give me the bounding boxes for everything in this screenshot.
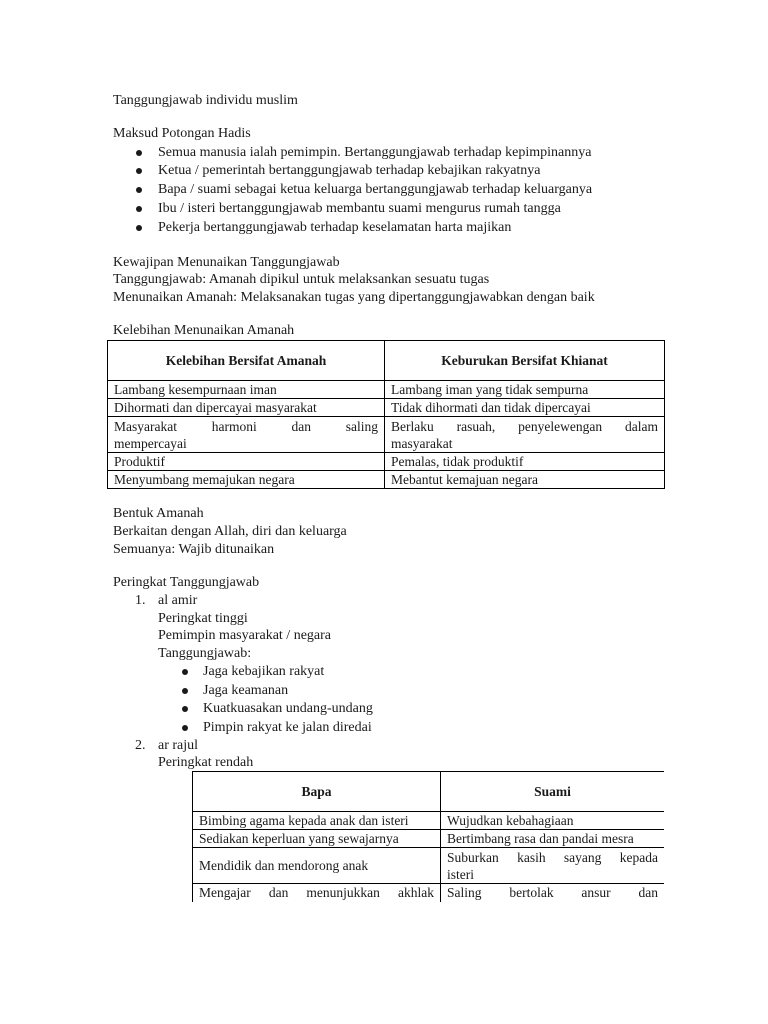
table-cell: [441, 884, 665, 903]
bullet-icon: [182, 706, 188, 712]
table-cell: Lambang iman yang tidak sempurna: [385, 381, 665, 399]
kewajipan-definition: Tanggungjawab: Amanah dipikul untuk melaksankan sesuatu tugas: [113, 272, 490, 287]
sub-bullet-item: Jaga keamanan: [203, 683, 289, 698]
table-cell: Wujudkan kebahagiaan: [441, 812, 665, 830]
bentuk-heading: Bentuk Amanah: [113, 506, 204, 521]
table-cell: Tidak dihormati dan tidak dipercayai: [385, 399, 665, 417]
bullet-icon: [182, 669, 188, 675]
hadis-item: Ibu / isteri bertanggungjawab membantu suami mengurus rumah tangga: [158, 201, 561, 216]
kewajipan-definition: Menunaikan Amanah: Melaksanakan tugas yang dipertanggungjawabkan dengan baik: [113, 290, 595, 305]
table-cell: Mendidik dan mendorong anak: [193, 848, 441, 884]
kelebihan-heading: Kelebihan Menunaikan Amanah: [113, 323, 295, 338]
bullet-icon: [136, 150, 142, 156]
list-item-detail: Tanggungjawab:: [158, 646, 252, 661]
bullet-icon: [182, 688, 188, 694]
cell-line: isteri: [447, 866, 474, 882]
table-cell: [193, 884, 441, 903]
table-cell: [385, 417, 665, 453]
table-cell: Produktif: [108, 453, 385, 471]
table-cell: [441, 848, 665, 884]
bullet-icon: [136, 168, 142, 174]
table-cell: Bimbing agama kepada anak dan isteri: [193, 812, 441, 830]
list-item-detail: Peringkat rendah: [158, 755, 254, 770]
bentuk-line: Berkaitan dengan Allah, diri dan keluarga: [113, 524, 347, 539]
list-item-label: ar rajul: [158, 738, 199, 753]
cell-line: Suburkan kasih sayang kepada: [447, 849, 658, 865]
cell-line: Berlaku rasuah, penyelewengan dalam: [391, 418, 658, 434]
table-header: Kelebihan Bersifat Amanah: [108, 341, 385, 381]
table-header: Bapa: [193, 772, 441, 812]
sub-bullet-item: Jaga kebajikan rakyat: [203, 664, 325, 679]
document-title: Tanggungjawab individu muslim: [113, 93, 298, 108]
table-cell: Dihormati dan dipercayai masyarakat: [108, 399, 385, 417]
table-cell: [108, 417, 385, 453]
hadis-heading: Maksud Potongan Hadis: [113, 126, 251, 141]
kewajipan-heading: Kewajipan Menunaikan Tanggungjawab: [113, 255, 340, 270]
cell-line: masyarakat: [391, 435, 453, 451]
bullet-icon: [136, 225, 142, 231]
sub-bullet-item: Pimpin rakyat ke jalan diredai: [203, 720, 372, 735]
cell-line: Masyarakat harmoni dan saling: [114, 418, 378, 434]
bapa-suami-table-clip: [192, 771, 664, 902]
cell-line: Mengajar dan menunjukkan akhlak: [199, 885, 434, 900]
table-cell: Bertimbang rasa dan pandai mesra: [441, 830, 665, 848]
kelebihan-table: [107, 340, 665, 489]
hadis-item: Bapa / suami sebagai ketua keluarga bertanggungjawab terhadap keluarganya: [158, 182, 593, 197]
table-cell: Menyumbang memajukan negara: [108, 471, 385, 489]
bentuk-line: Semuanya: Wajib ditunaikan: [113, 542, 275, 557]
bapa-suami-table: [192, 771, 664, 902]
cell-line: mempercayai: [114, 435, 187, 451]
peringkat-heading: Peringkat Tanggungjawab: [113, 575, 260, 590]
bullet-icon: [136, 187, 142, 193]
table-cell: Pemalas, tidak produktif: [385, 453, 665, 471]
hadis-item: Semua manusia ialah pemimpin. Bertanggungjawab terhadap kepimpinannya: [158, 145, 592, 160]
sub-bullet-item: Kuatkuasakan undang-undang: [203, 701, 373, 716]
list-number: 1.: [135, 593, 146, 608]
table-cell: Sediakan keperluan yang sewajarnya: [193, 830, 441, 848]
list-item-detail: Peringkat tinggi: [158, 611, 248, 626]
list-number: 2.: [135, 738, 146, 753]
bullet-icon: [136, 206, 142, 212]
cell-line: Saling bertolak ansur dan: [447, 885, 658, 900]
table-cell: Mebantut kemajuan negara: [385, 471, 665, 489]
bullet-icon: [182, 725, 188, 731]
table-cell: Lambang kesempurnaan iman: [108, 381, 385, 399]
hadis-item: Ketua / pemerintah bertanggungjawab terhadap kebajikan rakyatnya: [158, 163, 541, 178]
list-item-detail: Pemimpin masyarakat / negara: [158, 628, 331, 643]
hadis-item: Pekerja bertanggungjawab terhadap keselamatan harta majikan: [158, 220, 512, 235]
list-item-label: al amir: [158, 593, 198, 608]
table-header: Suami: [441, 772, 665, 812]
table-header: Keburukan Bersifat Khianat: [385, 341, 665, 381]
